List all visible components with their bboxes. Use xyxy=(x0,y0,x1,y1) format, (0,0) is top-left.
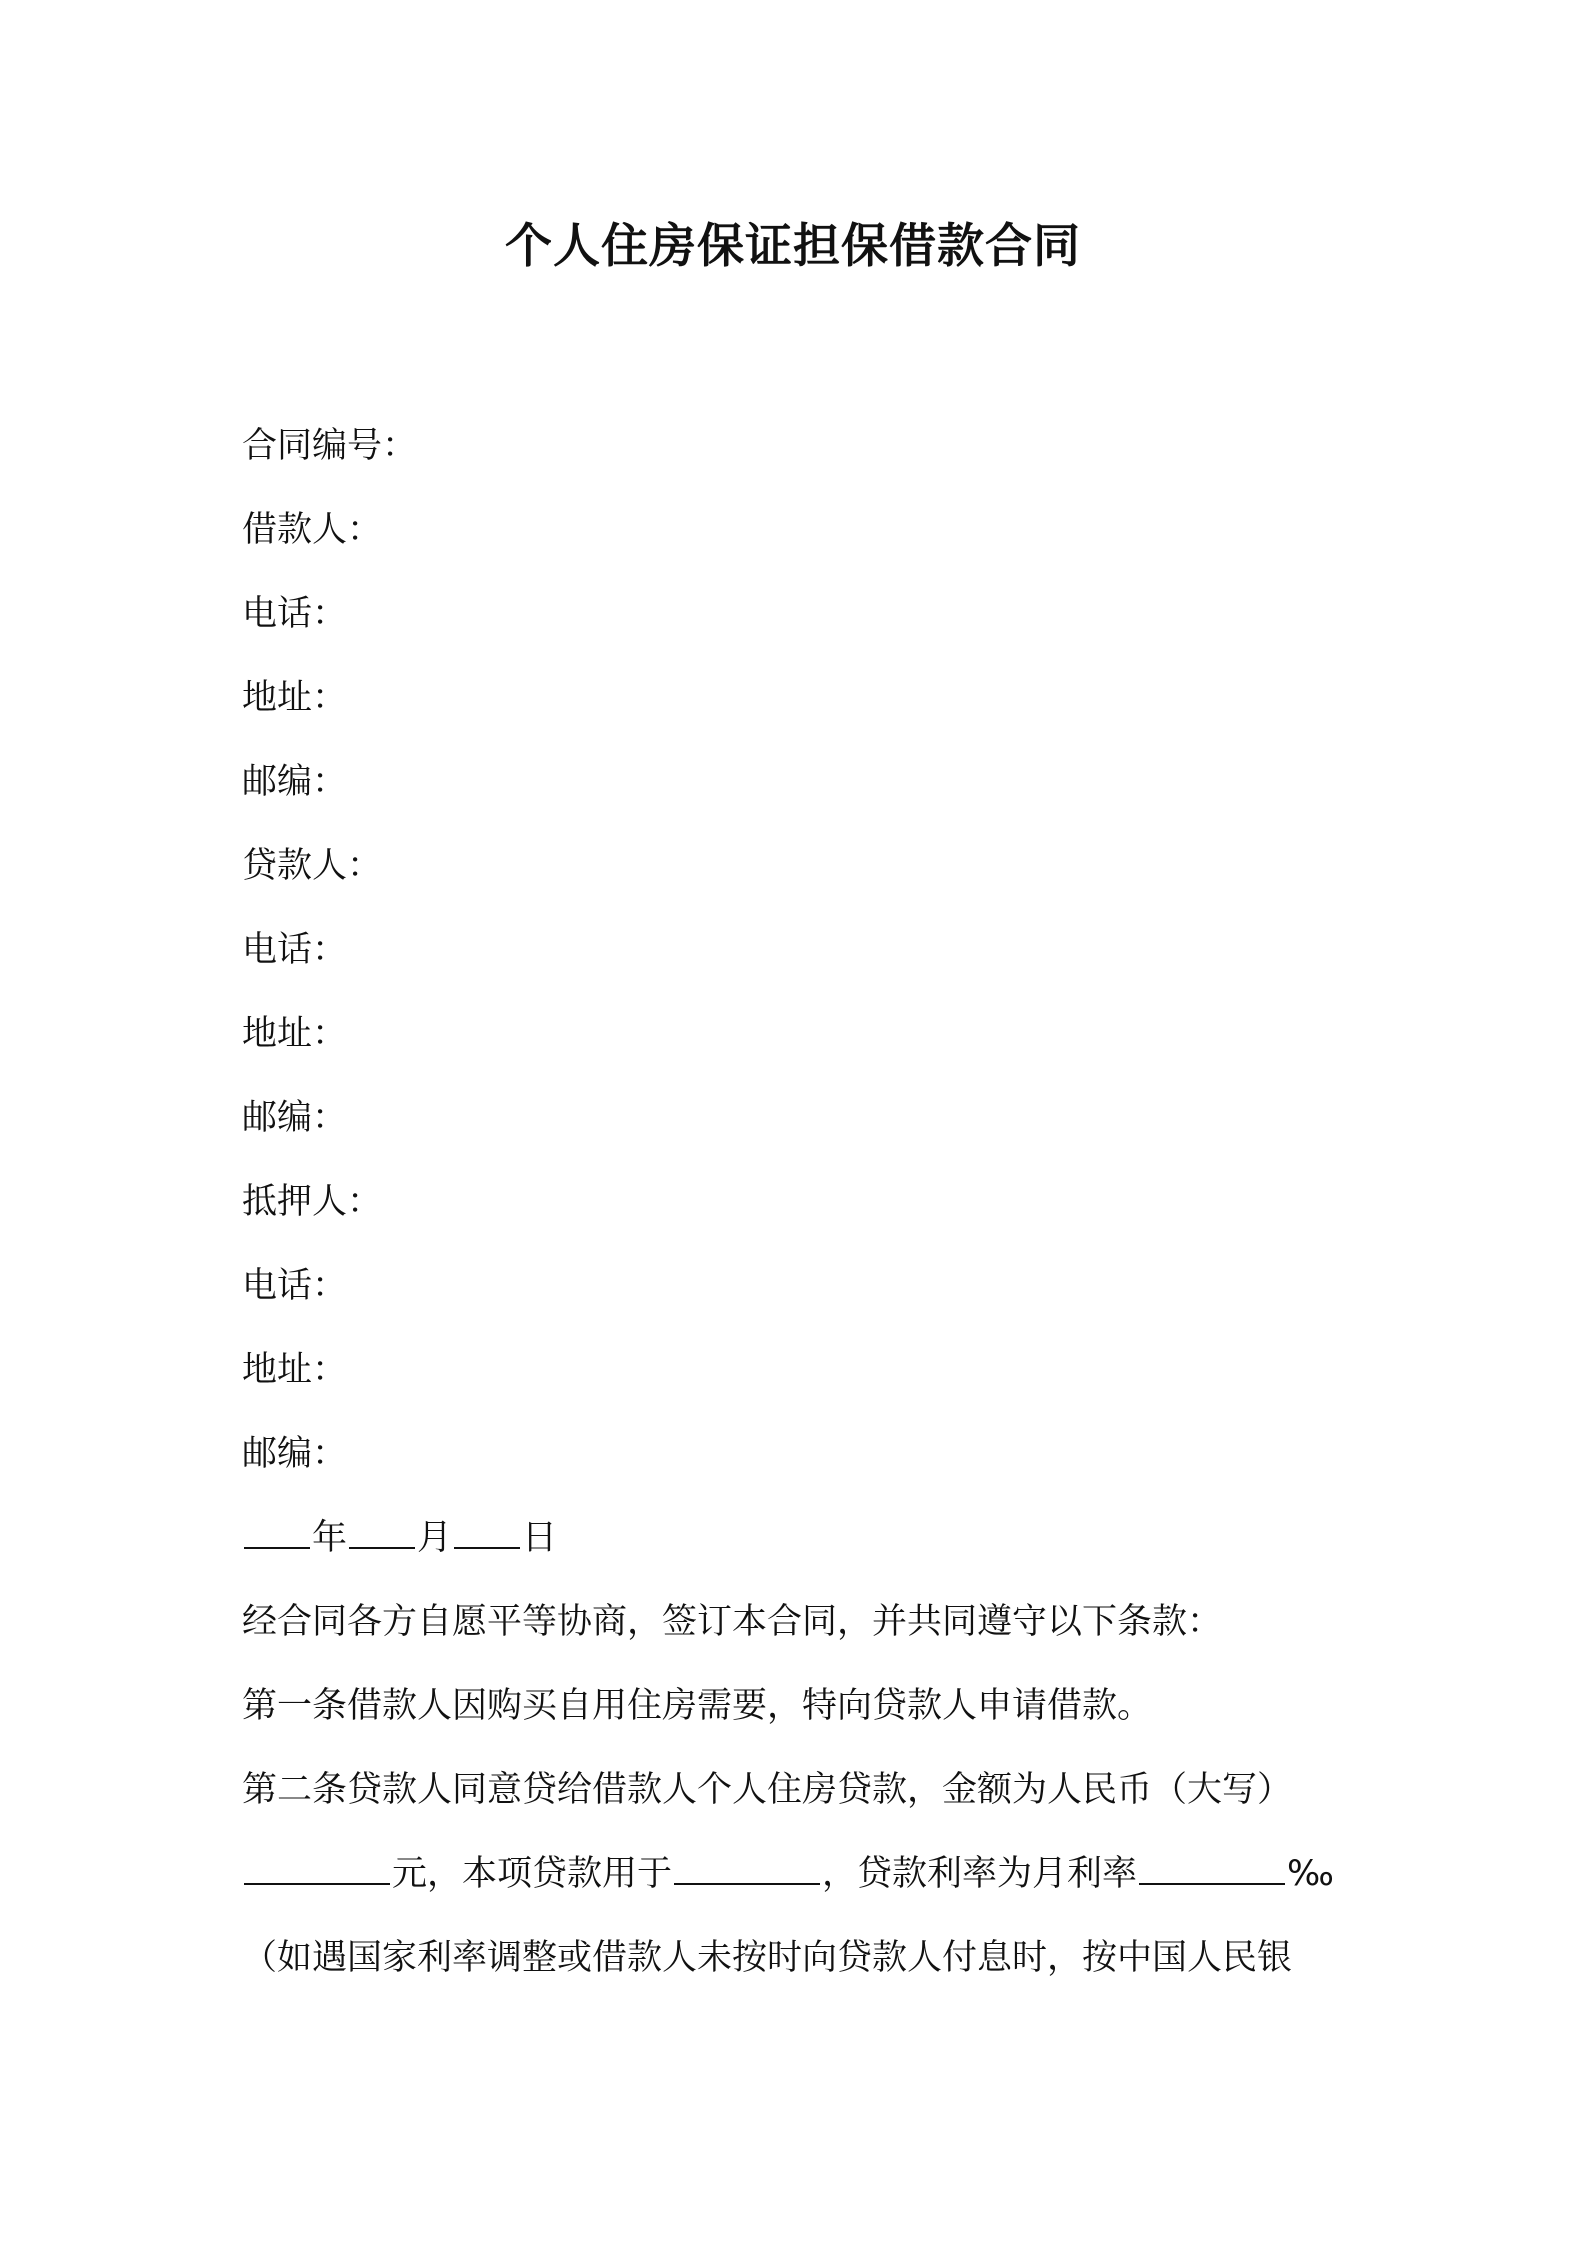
mortgagor-postcode-label: 邮编： xyxy=(242,1434,348,1474)
purpose-blank xyxy=(674,1853,820,1885)
document-title: 个人住房保证担保借款合同 xyxy=(505,219,1081,274)
amount-unit-text: 元，本项贷款用于 xyxy=(392,1854,673,1894)
rate-blank xyxy=(1139,1853,1285,1885)
article-2-line-3: （如遇国家利率调整或借款人未按时向贷款人付息时，按中国人民银 xyxy=(242,1938,1293,1978)
article-1: 第一条借款人因购买自用住房需要，特向贷款人申请借款。 xyxy=(242,1686,1153,1726)
lender-label: 贷款人： xyxy=(242,846,383,886)
mortgagor-label: 抵押人： xyxy=(242,1182,383,1222)
borrower-address-label: 地址： xyxy=(242,678,348,718)
signing-date-line xyxy=(242,1496,1362,1580)
interest-rate-text: ，贷款利率为月利率 xyxy=(822,1854,1138,1894)
month-blank xyxy=(349,1517,415,1549)
mortgagor-address-label: 地址： xyxy=(242,1350,348,1390)
lender-postcode-label: 邮编： xyxy=(242,1098,348,1138)
year-label: 年 xyxy=(312,1518,348,1558)
borrower-phone-label: 电话： xyxy=(242,594,348,634)
borrower-postcode-label: 邮编： xyxy=(242,762,348,802)
day-label: 日 xyxy=(522,1518,558,1558)
document-body xyxy=(242,404,1362,2000)
article-2-line-1: 第二条贷款人同意贷给借款人个人住房贷款，金额为人民币（大写） xyxy=(242,1770,1293,1810)
permille-sign: ‰ xyxy=(1287,1854,1334,1894)
lender-phone-label: 电话： xyxy=(242,930,348,970)
article-2-line-2 xyxy=(242,1832,1362,1916)
contract-number-label: 合同编号： xyxy=(242,426,418,466)
borrower-label: 借款人： xyxy=(242,510,383,550)
month-label: 月 xyxy=(417,1518,453,1558)
mortgagor-phone-label: 电话： xyxy=(242,1266,348,1306)
lender-address-label: 地址： xyxy=(242,1014,348,1054)
intro-paragraph: 经合同各方自愿平等协商，签订本合同，并共同遵守以下条款： xyxy=(242,1602,1223,1642)
year-blank xyxy=(244,1517,310,1549)
amount-blank xyxy=(244,1853,390,1885)
day-blank xyxy=(454,1517,520,1549)
